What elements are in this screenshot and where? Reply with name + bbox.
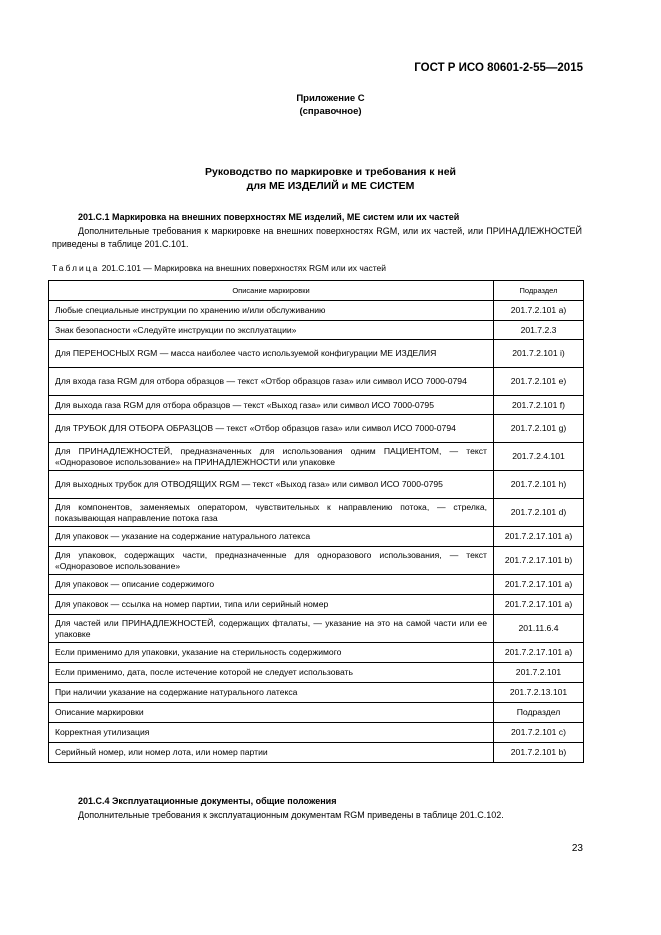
row-subclause: 201.7.2.4.101 — [494, 443, 584, 471]
guide-title-line1: Руководство по маркировке и требования к ней — [204, 166, 456, 178]
table-row — [49, 415, 584, 443]
row-subclause: 201.11.6.4 — [494, 615, 584, 643]
table-row — [49, 595, 584, 615]
appendix-title: Приложение С — [296, 93, 365, 104]
row-description: Для упаковок — ссылка на номер партии, типа или серийный номер — [49, 595, 494, 615]
table-row — [49, 368, 584, 396]
table-caption-text: 201.С.101 — Маркировка на внешних поверхностях RGM или их частей — [101, 263, 386, 273]
table-row — [49, 703, 584, 723]
row-description: Корректная утилизация — [49, 723, 494, 743]
row-subclause: 201.7.2.17.101 a) — [494, 643, 584, 663]
table-row — [49, 663, 584, 683]
row-description: Для упаковок — указание на содержание натурального латекса — [49, 527, 494, 547]
row-subclause: 201.7.2.17.101 a) — [494, 595, 584, 615]
row-description: Для частей или ПРИНАДЛЕЖНОСТЕЙ, содержащих фталаты, — указание на это на самой части или ее упаковке — [49, 615, 494, 643]
row-description: Описание маркировки — [49, 703, 494, 723]
row-subclause: 201.7.2.101 a) — [494, 301, 584, 321]
row-description: Для ПЕРЕНОСНЫХ RGM — масса наиболее часто используемой конфигурации МЕ ИЗДЕЛИЯ — [49, 340, 494, 368]
row-subclause: 201.7.2.17.101 b) — [494, 547, 584, 575]
row-subclause: 201.7.2.101 f) — [494, 396, 584, 415]
appendix-subtitle: (справочное) — [299, 106, 362, 117]
row-description: Для выхода газа RGM для отбора образцов — текст «Выход газа» или символ ИСО 7000-0795 — [49, 396, 494, 415]
table-row — [49, 301, 584, 321]
row-subclause: 201.7.2.101 c) — [494, 723, 584, 743]
standard-designation: ГОСТ Р ИСО 80601-2-55—2015 — [414, 62, 583, 74]
table-row — [49, 527, 584, 547]
row-subclause: 201.7.2.17.101 a) — [494, 575, 584, 595]
row-subclause: 201.7.2.101 h) — [494, 471, 584, 499]
header-desc-cell: Описание маркировки — [49, 281, 494, 301]
row-subclause: 201.7.2.101 i) — [494, 340, 584, 368]
row-description: Для ТРУБОК ДЛЯ ОТБОРА ОБРАЗЦОВ — текст «Отбор образцов газа» или символ ИСО 7000-0794 — [49, 415, 494, 443]
table-row — [49, 683, 584, 703]
row-description: Для компонентов, заменяемых оператором, чувствительных к направлению потока, — стрелка, показывающая направление потока газа — [49, 499, 494, 527]
guide-heading — [0, 165, 661, 193]
row-subclause: 201.7.2.17.101 a) — [494, 527, 584, 547]
page-number: 23 — [571, 843, 583, 854]
section-201-c1-text: Дополнительные требования к маркировке на внешних поверхностях RGM, или их частей, или ПРИНАДЛЕЖНОСТЕЙ приведены в таблице 201.С.101. — [52, 226, 582, 249]
row-description: Для упаковок — описание содержимого — [49, 575, 494, 595]
table-row — [49, 499, 584, 527]
table-row — [49, 743, 584, 763]
row-subclause: 201.7.2.101 — [494, 663, 584, 683]
table-row — [49, 615, 584, 643]
row-subclause: 201.7.2.13.101 — [494, 683, 584, 703]
table-header-row — [49, 281, 584, 301]
row-description: Для упаковок, содержащих части, предназначенные для одноразового использования, — текст «Одноразовое использование» — [49, 547, 494, 575]
row-description: Для ПРИНАДЛЕЖНОСТЕЙ, предназначенных для использования одним ПАЦИЕНТОМ, — текст «Одноразовое использование» на ПРИНАДЛЕЖНОСТИ или упаковке — [49, 443, 494, 471]
table-row — [49, 643, 584, 663]
row-subclause: 201.7.2.101 b) — [494, 743, 584, 763]
table-caption-word: Таблица — [52, 263, 100, 273]
table-row — [49, 321, 584, 340]
row-description: Знак безопасности «Следуйте инструкции по эксплуатации» — [49, 321, 494, 340]
table-row — [49, 443, 584, 471]
row-description: Для входа газа RGM для отбора образцов — текст «Отбор образцов газа» или символ ИСО 7000-0794 — [49, 368, 494, 396]
section-201-c1-heading: 201.С.1 Маркировка на внешних поверхностях МЕ изделий, МЕ систем или их частей — [78, 212, 460, 222]
table-row — [49, 471, 584, 499]
table-row — [49, 547, 584, 575]
row-subclause: 201.7.2.3 — [494, 321, 584, 340]
row-description: Если применимо, дата, после истечение которой не следует использовать — [49, 663, 494, 683]
table-row — [49, 396, 584, 415]
guide-title-line2: для МЕ ИЗДЕЛИЙ и МЕ СИСТЕМ — [246, 180, 415, 192]
table-caption — [52, 263, 386, 273]
row-subclause: 201.7.2.101 g) — [494, 415, 584, 443]
marking-table — [48, 280, 584, 763]
appendix-heading — [0, 92, 661, 118]
table-row — [49, 723, 584, 743]
row-description: Если применимо для упаковки, указание на стерильность содержимого — [49, 643, 494, 663]
table-row — [49, 340, 584, 368]
row-subclause: Подраздел — [494, 703, 584, 723]
marking-table-body — [49, 281, 584, 763]
row-description: Для выходных трубок для ОТВОДЯЩИХ RGM — текст «Выход газа» или символ ИСО 7000-0795 — [49, 471, 494, 499]
table-row — [49, 575, 584, 595]
row-description: При наличии указание на содержание натурального латекса — [49, 683, 494, 703]
row-subclause: 201.7.2.101 e) — [494, 368, 584, 396]
header-sub-cell: Подраздел — [494, 281, 584, 301]
section-201-c4-heading: 201.С.4 Эксплуатационные документы, общие положения — [78, 796, 337, 806]
section-201-c4-text: Дополнительные требования к эксплуатационным документам RGM приведены в таблице 201.С.102. — [78, 810, 504, 820]
row-subclause: 201.7.2.101 d) — [494, 499, 584, 527]
row-description: Серийный номер, или номер лота, или номер партии — [49, 743, 494, 763]
row-description: Любые специальные инструкции по хранению и/или обслуживанию — [49, 301, 494, 321]
